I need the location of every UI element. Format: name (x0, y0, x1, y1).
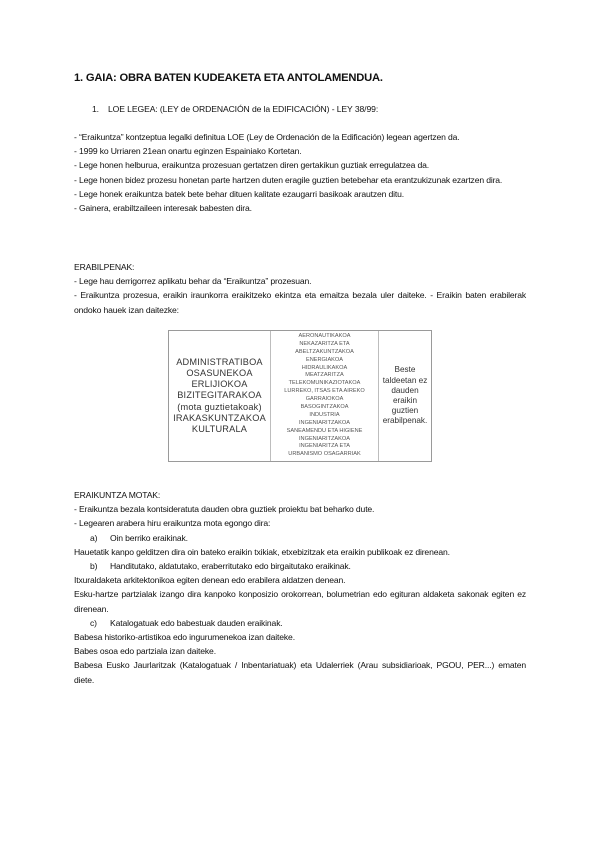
intro-block (74, 130, 526, 215)
motak-line: - Legearen arabera hiru eraikuntza mota egongo dira: (74, 518, 271, 529)
use-item: LURREKO, ITSAS ETA AIREKO (284, 388, 365, 395)
motak-line: Babes osoa edo partziala izan daiteke. (74, 646, 216, 657)
motak-item-a (74, 531, 526, 545)
use-item: TELEKOMUNIKAZIOTAKOA (288, 380, 361, 387)
use-item: GARRAIOKOA (305, 396, 344, 403)
use-item: BASOGINTZAKOA (300, 404, 349, 411)
use-item: AERONAUTIKAKOA (298, 333, 351, 339)
motak-line: Babesa Eusko Jaurlaritzak (Katalogatuak / Inbentariatuak) eta Udalerriek (Arau subsidiarioak, PGOU, PER...) ematen diete. (74, 660, 526, 685)
use-item: BIZITEGITARAKOA (177, 390, 262, 401)
use-item: taldeetan ez (382, 375, 428, 385)
use-item: IRAKASKUNTZAKOA (173, 412, 266, 423)
motak-block (74, 488, 526, 687)
use-item: ADMINISTRATIBOA (176, 356, 263, 367)
item-marker: c) (90, 617, 97, 628)
motak-line: Esku-hartze partzialak izango dira kanpoko konposizio orokorrean, bolumetrian edo egituran aldaketa sakonak egiten ez direnean. (74, 589, 526, 614)
use-item: Beste (394, 365, 416, 375)
erabilpenak-block (74, 260, 526, 317)
section-subtitle (92, 104, 378, 114)
uses-table-col3 (379, 331, 431, 461)
motak-line: - Eraikuntza bezala kontsideratuta dauden obra guztiek proiektu bat beharko dute. (74, 504, 375, 515)
uses-table-col2 (271, 331, 379, 461)
use-item: INGENIARITZA ETA (299, 443, 350, 450)
use-item: NEKAZARITZA ETA (299, 340, 350, 347)
document-title: 1. GAIA: OBRA BATEN KUDEAKETA ETA ANTOLAMENDUA. (74, 72, 383, 84)
intro-line: - Lege honen helburua, eraikuntza prozesuan gertatzen diren gertakikun guztiak erregulatzea da. (74, 160, 430, 171)
motak-item-c (74, 616, 526, 630)
use-item: SANEAMENDU ETA HIGIENE (286, 427, 363, 434)
use-item: ENERGIAKOA (306, 356, 343, 363)
intro-line: - Gainera, erabiltzaileen interesak babesten dira. (74, 203, 252, 214)
use-item: dauden (391, 385, 419, 395)
motak-line: Itxuraldaketa arkitektonikoa egiten denean edo erabilera aldatzen denean. (74, 575, 346, 586)
use-item: MEATZARITZA (305, 372, 344, 379)
use-item: INDUSTRIA (309, 411, 340, 418)
use-item: INGENIARITZAKOA (299, 435, 350, 442)
use-item: OSASUNEKOA (186, 367, 253, 378)
intro-line: - 1999 ko Urriaren 21ean onartu eginzen Espainiako Kortetan. (74, 146, 302, 157)
item-marker: b) (90, 561, 98, 572)
intro-line: - Lege honek eraikuntza batek bete behar dituen kalitate ezaugarri basikoak arautzen ditu. (74, 188, 404, 199)
use-item: INGENIARITZAKOA (299, 419, 350, 426)
item-text: Oin berriko eraikinak. (110, 532, 188, 543)
subtitle-number: 1. (92, 104, 99, 114)
item-marker: a) (90, 532, 98, 543)
uses-table (168, 330, 432, 462)
use-item: erabilpenak. (382, 416, 428, 426)
intro-line: - Lege honen bidez prozesu honetan parte hartzen duten eragile guztien betebehar eta erantzukizunak ezartzen dira. (74, 174, 503, 185)
item-text: Handitutako, aldatutako, eraberritutako edo birgaitutako eraikinak. (110, 561, 351, 572)
erabilpenak-line: - Lege hau derrigorrez aplikatu behar da “Eraikuntza” prozesuan. (74, 276, 312, 287)
use-item: ABELTZAKUNTZAKOA (295, 348, 354, 355)
use-item: eraikin guztien (391, 396, 419, 416)
motak-line: Babesa historiko-artistikoa edo ingurumenekoa izan daiteke. (74, 632, 295, 643)
uses-table-col1 (169, 331, 271, 461)
use-item: KULTURALA (191, 424, 248, 434)
item-text: Katalogatuak edo babestuak dauden eraikinak. (110, 617, 283, 628)
motak-item-b (74, 559, 526, 573)
subtitle-text: LOE LEGEA: (LEY de ORDENACIÓN de la EDIFICACIÓN) - LEY 38/99: (108, 104, 379, 114)
use-item: (mota guztietakoak) (177, 401, 262, 412)
motak-heading: ERAIKUNTZA MOTAK: (74, 490, 161, 500)
use-item: URBANISMO OSAGARRIAK (288, 451, 361, 458)
use-item: ERLIJIOKOA (191, 379, 248, 390)
intro-line: - “Eraikuntza” kontzeptua legalki definitua LOE (Ley de Ordenación de la Edificación) legean agertzen da. (74, 132, 460, 142)
erabilpenak-line: - Eraikuntza prozesua, eraikin iraunkorra eraikitzeko ekintza eta emaitza bezala uler daiteke. - Eraikin baten erabilerak ondoko hauek izan daitezke: (74, 290, 526, 315)
motak-line: Hauetatik kanpo gelditzen dira oin bateko eraikin txikiak, etxebizitzak eta eraikin publikoak ez direnean. (74, 546, 450, 557)
erabilpenak-heading: ERABILPENAK: (74, 262, 135, 272)
use-item: HIDRAULIKAKOA (301, 364, 348, 371)
